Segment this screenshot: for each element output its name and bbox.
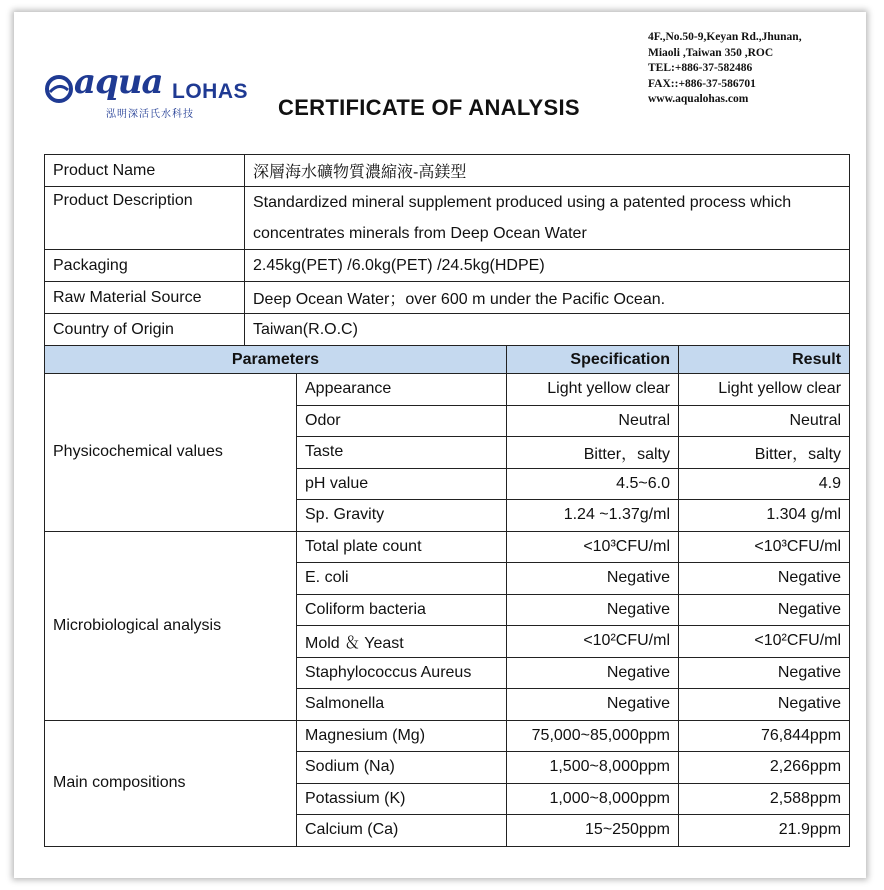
result-cell: Light yellow clear bbox=[679, 374, 850, 406]
spec-cell: <10³CFU/ml bbox=[507, 531, 679, 563]
info-row bbox=[45, 250, 850, 282]
group-name: Microbiological analysis bbox=[45, 531, 297, 720]
address-line: Miaoli ,Taiwan 350 ,ROC bbox=[648, 46, 774, 59]
result-cell: Neutral bbox=[679, 405, 850, 437]
fax-line: FAX::+886-37-586701 bbox=[648, 77, 756, 90]
result-cell: Negative bbox=[679, 594, 850, 626]
result-cell: 76,844ppm bbox=[679, 720, 850, 752]
spec-cell: 75,000~85,000ppm bbox=[507, 720, 679, 752]
result-cell: Bitter，salty bbox=[679, 437, 850, 469]
result-cell: 4.9 bbox=[679, 468, 850, 500]
spec-cell: Negative bbox=[507, 563, 679, 595]
info-value: 2.45kg(PET) /6.0kg(PET) /24.5kg(HDPE) bbox=[245, 250, 850, 282]
info-value: 深層海水礦物質濃縮液-高鎂型 bbox=[245, 155, 850, 187]
result-cell: 2,266ppm bbox=[679, 752, 850, 784]
table-row bbox=[45, 374, 850, 406]
spec-cell: Negative bbox=[507, 657, 679, 689]
param-cell: Sp. Gravity bbox=[297, 500, 507, 532]
logo-subtitle: 泓明深活氏水科技 bbox=[106, 109, 194, 120]
info-row bbox=[45, 155, 850, 187]
spec-cell: Light yellow clear bbox=[507, 374, 679, 406]
group-name: Main compositions bbox=[45, 720, 297, 846]
info-value: Deep Ocean Water；over 600 m under the Pacific Ocean. bbox=[245, 282, 850, 314]
info-row bbox=[45, 187, 850, 250]
analysis-table bbox=[44, 154, 850, 847]
param-cell: Calcium (Ca) bbox=[297, 815, 507, 847]
result-cell: 2,588ppm bbox=[679, 783, 850, 815]
result-cell: <10³CFU/ml bbox=[679, 531, 850, 563]
table-header-row bbox=[45, 346, 850, 374]
param-cell: Odor bbox=[297, 405, 507, 437]
spec-cell: Bitter，salty bbox=[507, 437, 679, 469]
company-address bbox=[648, 30, 802, 108]
result-cell: Negative bbox=[679, 563, 850, 595]
document-title: CERTIFICATE OF ANALYSIS bbox=[278, 95, 580, 120]
table-row bbox=[45, 531, 850, 563]
param-cell: Taste bbox=[297, 437, 507, 469]
info-label: Product Name bbox=[45, 155, 245, 187]
result-cell: <10²CFU/ml bbox=[679, 626, 850, 658]
wave-logo-icon bbox=[44, 74, 74, 104]
info-row bbox=[45, 282, 850, 314]
info-label: Packaging bbox=[45, 250, 245, 282]
result-cell: Negative bbox=[679, 689, 850, 721]
phone-line: TEL:+886-37-582486 bbox=[648, 62, 753, 74]
result-cell: 21.9ppm bbox=[679, 815, 850, 847]
param-cell: Magnesium (Mg) bbox=[297, 720, 507, 752]
spec-cell: 1,500~8,000ppm bbox=[507, 752, 679, 784]
logo-brand: aqua bbox=[74, 62, 163, 102]
info-value: Taiwan(R.O.C) bbox=[245, 314, 850, 346]
spec-cell: <10²CFU/ml bbox=[507, 626, 679, 658]
website-line: www.aqualohas.com bbox=[648, 93, 749, 105]
group-name: Physicochemical values bbox=[45, 374, 297, 532]
param-cell: E. coli bbox=[297, 563, 507, 595]
info-value: Standardized mineral supplement produced using a patented process which concentrates minerals from Deep Ocean Water bbox=[245, 187, 850, 250]
param-cell: Staphylococcus Aureus bbox=[297, 657, 507, 689]
info-label: Product Description bbox=[45, 187, 245, 250]
info-label: Raw Material Source bbox=[45, 282, 245, 314]
spec-cell: 4.5~6.0 bbox=[507, 468, 679, 500]
param-cell: Sodium (Na) bbox=[297, 752, 507, 784]
param-cell: Salmonella bbox=[297, 689, 507, 721]
spec-cell: Negative bbox=[507, 689, 679, 721]
specification-header: Specification bbox=[507, 346, 679, 374]
param-cell: Coliform bacteria bbox=[297, 594, 507, 626]
logo-brand-suffix: LOHAS bbox=[172, 80, 248, 103]
spec-cell: 1,000~8,000ppm bbox=[507, 783, 679, 815]
spec-cell: Neutral bbox=[507, 405, 679, 437]
parameters-header: Parameters bbox=[45, 346, 507, 374]
param-cell: pH value bbox=[297, 468, 507, 500]
table-row bbox=[45, 720, 850, 752]
info-row bbox=[45, 314, 850, 346]
spec-cell: Negative bbox=[507, 594, 679, 626]
spec-cell: 15~250ppm bbox=[507, 815, 679, 847]
result-header: Result bbox=[679, 346, 850, 374]
param-cell: Potassium (K) bbox=[297, 783, 507, 815]
param-cell: Total plate count bbox=[297, 531, 507, 563]
param-cell: Appearance bbox=[297, 374, 507, 406]
spec-cell: 1.24 ~1.37g/ml bbox=[507, 500, 679, 532]
param-cell: Mold ＆ Yeast bbox=[297, 626, 507, 658]
address-line: 4F.,No.50-9,Keyan Rd.,Jhunan, bbox=[648, 31, 802, 43]
result-cell: Negative bbox=[679, 657, 850, 689]
info-label: Country of Origin bbox=[45, 314, 245, 346]
company-logo bbox=[44, 62, 254, 120]
result-cell: 1.304 g/ml bbox=[679, 500, 850, 532]
